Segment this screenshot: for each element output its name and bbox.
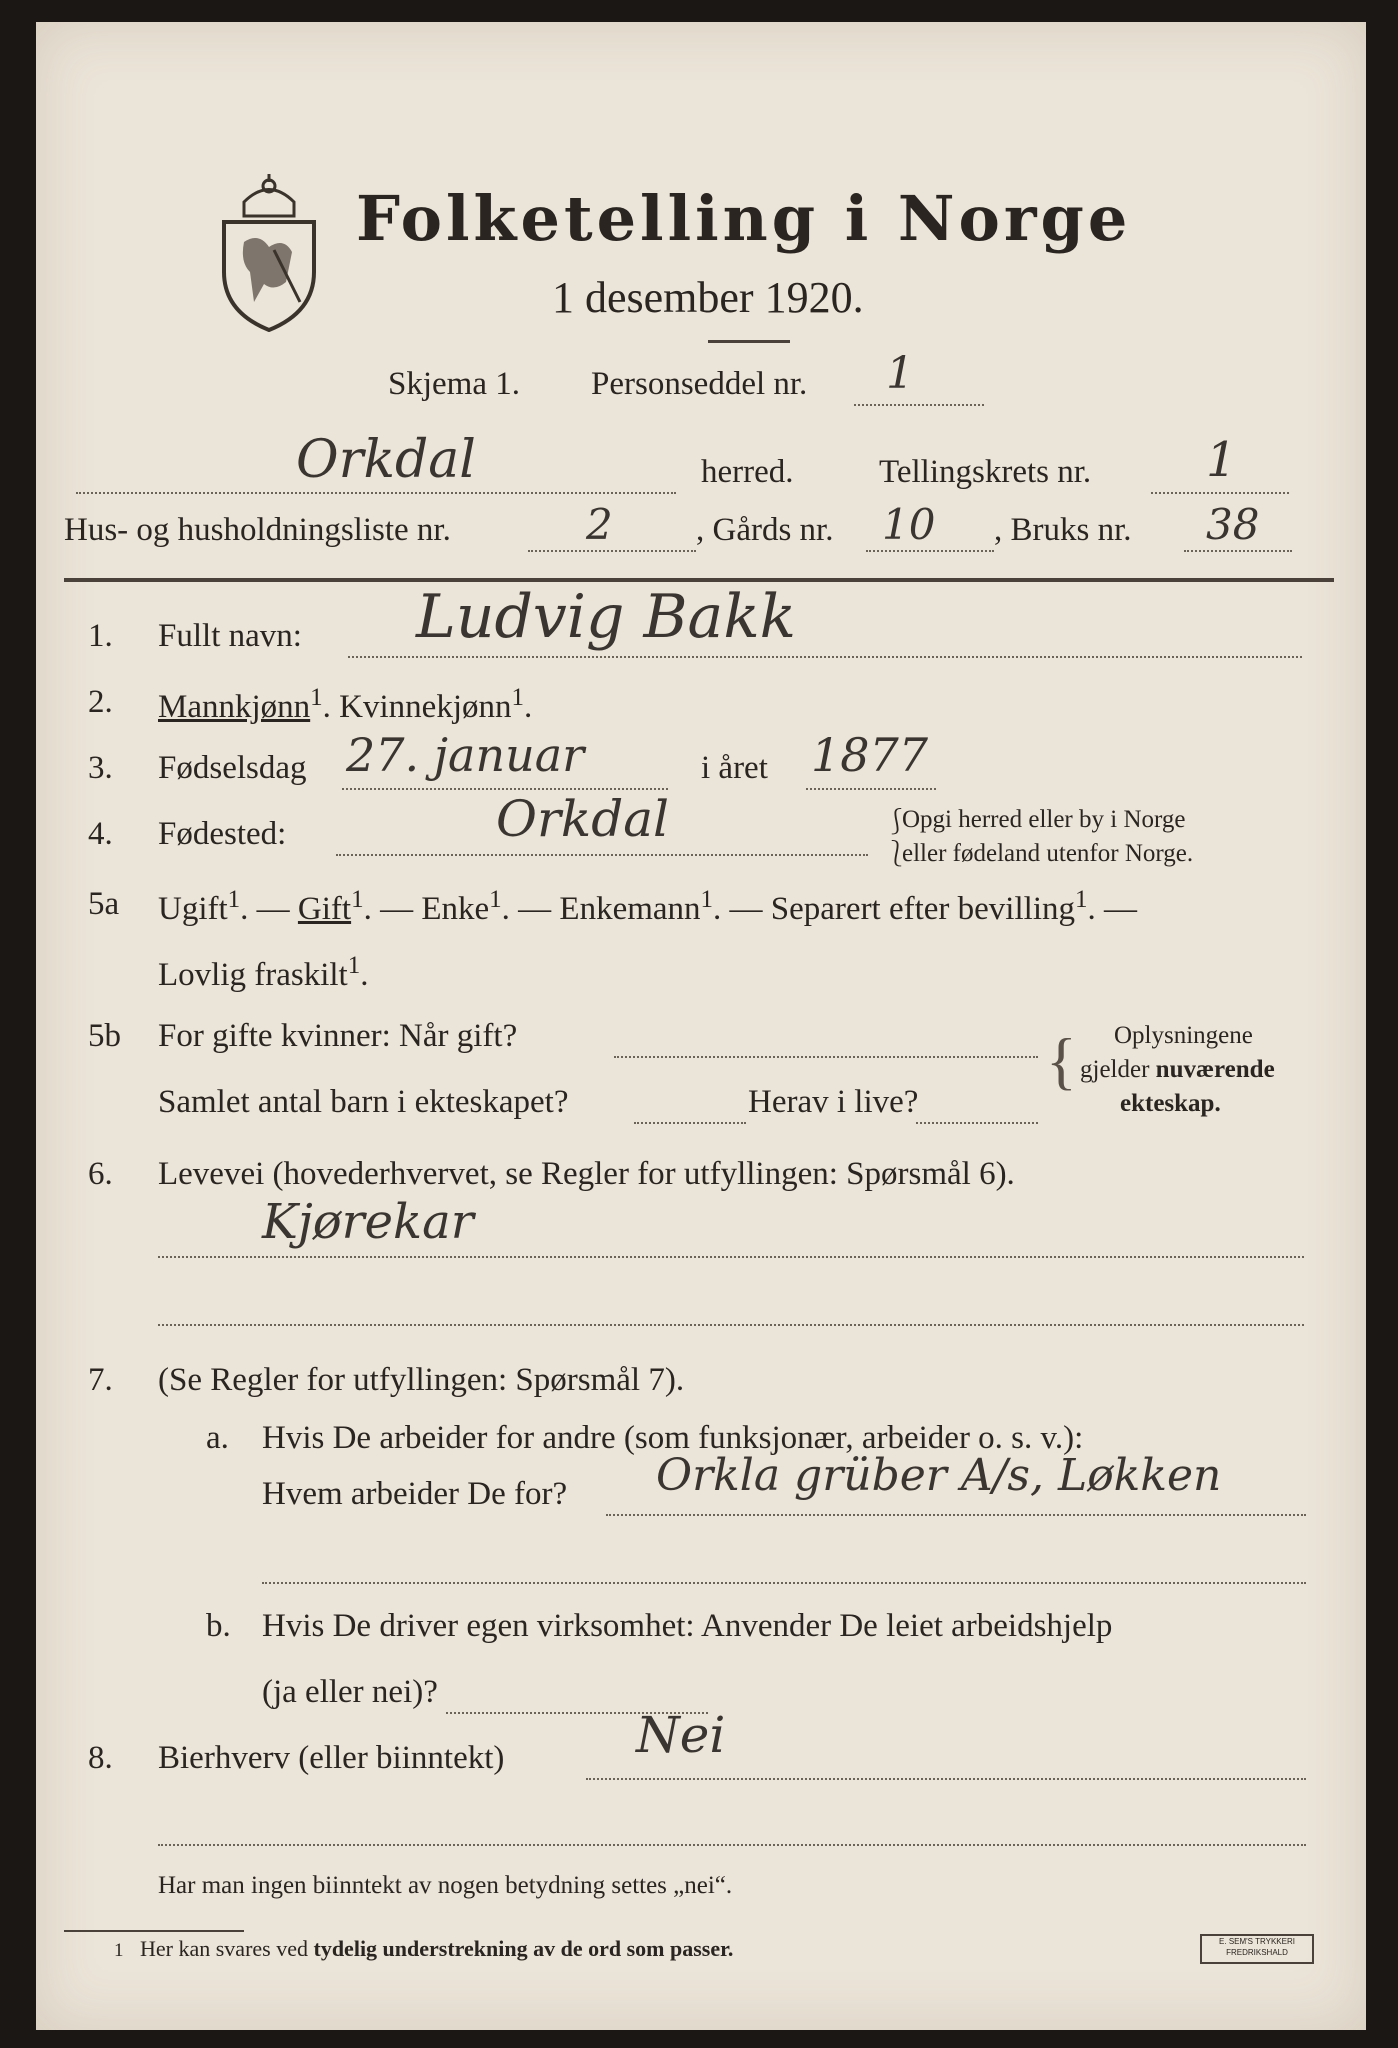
- footnote-ref: 1: [347, 952, 361, 979]
- skjema-label: Skjema 1.: [388, 366, 520, 402]
- q8-line-1: [586, 1778, 1306, 1780]
- q6-label: Levevei (hovederhvervet, se Regler for utfyllingen: Spørsmål 6).: [158, 1156, 1015, 1192]
- q3-label: Fødselsdag: [158, 750, 307, 786]
- hus-label: Hus- og husholdningsliste nr.: [64, 512, 451, 548]
- married-option[interactable]: Gift: [297, 891, 352, 927]
- printer-stamp: E. SEM'S TRYKKERI FREDRIKSHALD: [1200, 1934, 1314, 1964]
- footnote-ref: 1: [227, 886, 241, 913]
- q1-line: [348, 656, 1302, 658]
- footnote-ref: 1: [1074, 886, 1088, 913]
- personseddel-label: Personseddel nr.: [591, 366, 808, 402]
- q7b-number: b.: [206, 1608, 231, 1644]
- q4-number: 4.: [88, 816, 113, 852]
- title-divider: [708, 340, 790, 343]
- tellingskrets-line: [1151, 492, 1289, 494]
- occupation-value[interactable]: Kjørekar: [262, 1194, 474, 1250]
- separator: . —: [713, 891, 763, 927]
- bruks-line: [1184, 550, 1292, 552]
- separator: .: [360, 957, 369, 993]
- separator: .: [322, 689, 331, 725]
- separated-option[interactable]: Separert efter bevilling: [770, 891, 1075, 927]
- year-line: [806, 788, 936, 790]
- q6-line-2: [158, 1324, 1304, 1326]
- q7b-label-1: Hvis De driver egen virksomhet: Anvender De leiet arbeidshjelp: [262, 1608, 1113, 1644]
- personseddel-value[interactable]: 1: [886, 348, 914, 399]
- census-form-page: [36, 22, 1366, 2030]
- q1-label: Fullt navn:: [158, 618, 302, 654]
- footnote-ref: 1: [351, 886, 364, 913]
- herred-line: [76, 492, 676, 494]
- form-title: Folketelling i Norge: [356, 182, 1132, 255]
- marital-options: [158, 886, 1137, 928]
- q5b-note-2: gjelder: [1080, 1056, 1150, 1083]
- female-option[interactable]: Kvinnekjønn: [339, 689, 512, 725]
- footnote-text-bold: tydelig understrekning av de ord som passer.: [313, 1936, 734, 1961]
- footnote-divider: [64, 1930, 244, 1932]
- q4-note-2: eller fødeland utenfor Norge.: [902, 840, 1194, 867]
- q7a-label-1: Hvis De arbeider for andre (som funksjonær, arbeider o. s. v.):: [262, 1420, 1084, 1456]
- sex-options: [158, 684, 532, 726]
- q7b-label-2: (ja eller nei)?: [262, 1674, 438, 1710]
- q4-note-1: Opgi herred eller by i Norge: [902, 806, 1186, 833]
- q3-number: 3.: [88, 750, 113, 786]
- footnote-ref: 1: [310, 684, 323, 711]
- q4-brace: ⎰: [884, 809, 910, 836]
- birth-date-value[interactable]: 27. januar: [346, 728, 585, 782]
- q5b-number: 5b: [88, 1018, 121, 1054]
- footnote-ref: 1: [489, 886, 502, 913]
- footnote-text: Her kan svares ved: [140, 1936, 308, 1961]
- year-label: i året: [701, 750, 768, 786]
- q5b-children-label: Samlet antal barn i ekteskapet?: [158, 1084, 569, 1120]
- q5b-living-label: Herav i live?: [748, 1084, 919, 1120]
- q8-number: 8.: [88, 1740, 113, 1776]
- footnote-mark: 1: [114, 1940, 124, 1961]
- hus-value[interactable]: 2: [586, 500, 613, 549]
- widower-option[interactable]: Enkemann: [559, 891, 701, 927]
- unmarried-option[interactable]: Ugift: [158, 891, 228, 927]
- q5b-line-2: [634, 1122, 746, 1124]
- footnote-ref: 1: [511, 684, 524, 711]
- gards-label: , Gårds nr.: [696, 512, 834, 548]
- separator: . —: [363, 891, 414, 927]
- separator: .: [524, 689, 533, 725]
- q5b-note-3: ekteskap.: [1120, 1090, 1221, 1117]
- q4-line: [336, 854, 868, 856]
- q7a-line-1: [606, 1514, 1306, 1516]
- separator: . —: [240, 891, 290, 927]
- side-income-value[interactable]: Nei: [636, 1706, 726, 1764]
- q7-label: (Se Regler for utfyllingen: Spørsmål 7).: [158, 1362, 685, 1398]
- bruks-label: , Bruks nr.: [994, 512, 1132, 548]
- q5a-number: 5a: [88, 886, 120, 922]
- birth-year-value[interactable]: 1877: [811, 728, 929, 782]
- q4-label: Fødested:: [158, 816, 287, 852]
- footnote-ref: 1: [700, 886, 714, 913]
- q8-line-2: [158, 1844, 1306, 1846]
- tellingskrets-value[interactable]: 1: [1206, 432, 1237, 488]
- q5b-line-3: [916, 1122, 1038, 1124]
- q5b-note-2-bold: nuværende: [1155, 1056, 1275, 1083]
- gards-value[interactable]: 10: [882, 500, 936, 549]
- separator: . —: [501, 891, 552, 927]
- gards-line: [866, 550, 994, 552]
- q1-number: 1.: [88, 618, 113, 654]
- male-option[interactable]: Mannkjønn: [158, 689, 311, 725]
- hus-line: [528, 550, 696, 552]
- divorced-option[interactable]: Lovlig fraskilt: [158, 957, 348, 993]
- birthplace-value[interactable]: Orkdal: [496, 790, 669, 848]
- census-date: 1 desember 1920.: [552, 273, 864, 322]
- q7a-number: a.: [206, 1420, 229, 1456]
- q7a-line-2: [262, 1582, 1306, 1584]
- personseddel-line: [854, 404, 984, 406]
- employer-value[interactable]: Orkla grüber A/s, Løkken: [656, 1450, 1222, 1501]
- separator: . —: [1087, 891, 1137, 927]
- q7-number: 7.: [88, 1362, 113, 1398]
- full-name-value[interactable]: Ludvig Bakk: [416, 582, 797, 652]
- q5b-married-when-label: For gifte kvinner: Når gift?: [158, 1018, 518, 1054]
- herred-value[interactable]: Orkdal: [296, 430, 476, 490]
- q6-number: 6.: [88, 1156, 113, 1192]
- q4-brace-low: ⎱: [884, 841, 910, 868]
- q5b-line-1: [614, 1056, 1038, 1058]
- q2-number: 2.: [88, 684, 113, 720]
- q8-label: Bierhverv (eller biinntekt): [158, 1740, 505, 1776]
- q6-line-1: [158, 1256, 1304, 1258]
- q5b-note-1: Oplysningene: [1114, 1022, 1253, 1049]
- bruks-value[interactable]: 38: [1206, 500, 1260, 549]
- q7a-label-2: Hvem arbeider De for?: [262, 1476, 568, 1512]
- marital-options-line2: [158, 952, 368, 994]
- tellingskrets-label: Tellingskrets nr.: [879, 454, 1092, 490]
- herred-label: herred.: [701, 454, 794, 490]
- footer-note: Har man ingen biinntekt av nogen betydning settes „nei“.: [158, 1872, 733, 1899]
- widow-option[interactable]: Enke: [421, 891, 490, 927]
- norway-coat-of-arms-icon: [214, 172, 324, 332]
- q5b-brace: {: [1046, 1025, 1077, 1096]
